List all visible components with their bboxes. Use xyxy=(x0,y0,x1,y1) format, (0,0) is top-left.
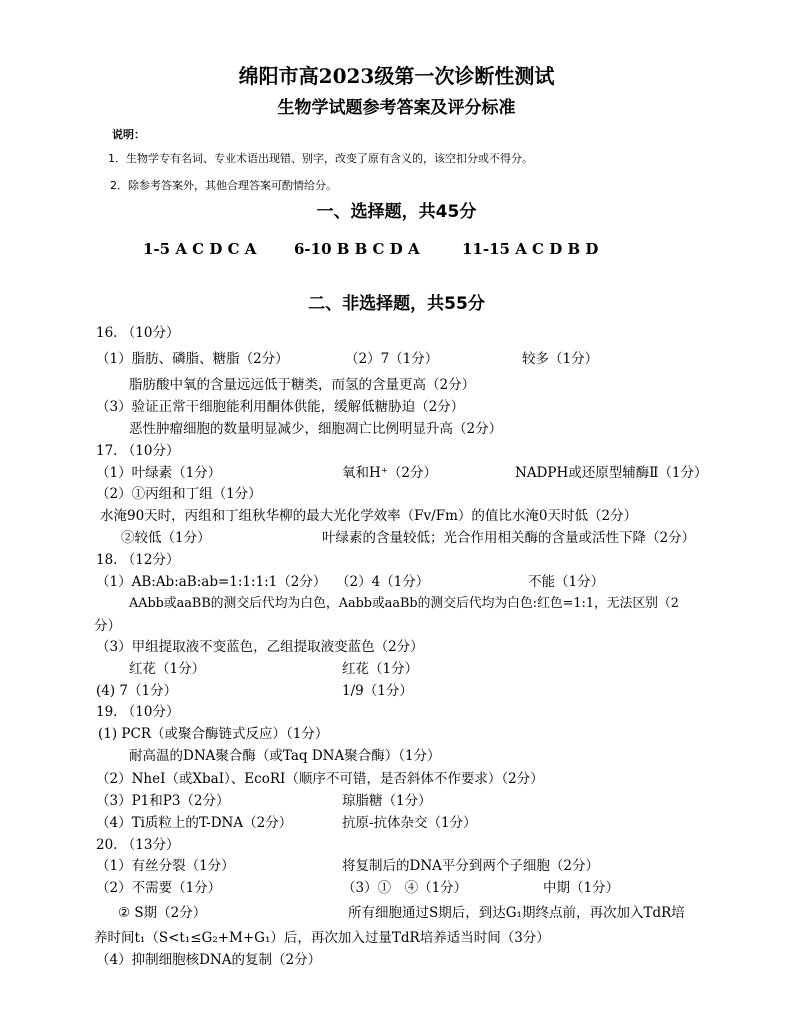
q19-4a: （3）P1和P3（2分） xyxy=(96,793,230,809)
q16-1c: 较多（1分） xyxy=(522,351,599,367)
q17-head: 17. （10分） xyxy=(96,443,180,459)
q17-1c: NADPH或还原型辅酶Ⅱ（1分） xyxy=(515,465,708,481)
page-title: 绵阳市高2023级第一次诊断性测试 xyxy=(238,64,555,88)
q17-4b: 叶绿素的含量较低；光合作用相关酶的含量或活性下降（2分） xyxy=(322,530,696,546)
q17-2: （2）①丙组和丁组（1分） xyxy=(96,486,262,502)
q19-5b: 抗原-抗体杂交（1分） xyxy=(342,815,477,831)
answer-6-10: 6-10 B B C D A xyxy=(294,240,420,258)
q20-1b: 将复制后的DNA平分到两个子细胞（2分） xyxy=(342,858,599,874)
q16-3: （3）验证正常干细胞能利用酮体供能，缓解低糖胁迫（2分） xyxy=(96,399,465,415)
q18-1a: （1）AB:Ab:aB:ab=1:1:1:1（2分） xyxy=(96,574,327,590)
q18-1b: （2）4（1分） xyxy=(336,574,430,590)
q16-1b: （2）7（1分） xyxy=(345,351,439,367)
q19-4b: 琼脂糖（1分） xyxy=(342,793,432,809)
q18-5b: 1/9（1分） xyxy=(342,683,413,699)
q17-1b: 氧和H⁺（2分） xyxy=(342,465,437,481)
section2-title: 二、非选择题，共55分 xyxy=(308,294,485,314)
q19-head: 19. （10分） xyxy=(96,704,180,720)
answer-1-5: 1-5 A C D C A xyxy=(143,240,257,258)
q19-2: 耐高温的DNA聚合酶（或Taq DNA聚合酶）（1分） xyxy=(129,748,441,764)
q18-2: AAbb或aaBB的测交后代均为白色，Aabb或aaBb的测交后代均为白色:红色=1:1，无法区别（2 xyxy=(129,596,679,611)
q19-1: (1) PCR（或聚合酶链式反应）（1分） xyxy=(98,726,329,742)
q18-5a: (4) 7（1分） xyxy=(96,683,178,699)
q20-head: 20. （13分） xyxy=(96,837,180,853)
q19-5a: （4）Ti质粒上的T-DNA（2分） xyxy=(96,815,293,831)
q18-2b: 分） xyxy=(94,618,121,634)
q20-4: 养时间t₁（S<t₁≤G₂+M+G₁）后，再次加入过量TdR培养适当时间（3分） xyxy=(94,930,550,946)
q20-2b: （3）① ④（1分） xyxy=(342,880,468,896)
q18-4a: 红花（1分） xyxy=(129,661,206,677)
notes-heading: 说明： xyxy=(112,128,145,141)
q20-3a: ② S期（2分） xyxy=(118,905,207,921)
q16-head: 16. （10分） xyxy=(96,325,180,341)
note-2: 2．除参考答案外，其他合理答案可酌情给分。 xyxy=(110,179,337,192)
note-1: 1．生物学专有名词、专业术语出现错、别字，改变了原有含义的，该空扣分或不得分。 xyxy=(108,152,533,165)
q20-2a: （2）不需要（1分） xyxy=(96,880,222,896)
q16-2: 脂肪酸中氧的含量远远低于糖类，而氢的含量更高（2分） xyxy=(129,377,476,393)
q17-3: 水淹90天时，丙组和丁组秋华柳的最大光化学效率（Fv/Fm）的值比水淹0天时低（2分） xyxy=(100,508,638,524)
q19-3: （2）NheⅠ（或XbaⅠ）、EcoRⅠ（顺序不可错，是否斜体不作要求）（2分） xyxy=(96,771,544,787)
page-subtitle: 生物学试题参考答案及评分标准 xyxy=(277,98,516,118)
q17-4a: ②较低（1分） xyxy=(121,530,211,546)
q20-5: （4）抑制细胞核DNA的复制（2分） xyxy=(96,952,322,968)
q17-1a: （1）叶绿素（1分） xyxy=(96,465,222,481)
q18-head: 18. （12分） xyxy=(96,552,180,568)
q20-1a: （1）有丝分裂（1分） xyxy=(96,858,235,874)
q20-2c: 中期（1分） xyxy=(543,880,620,896)
section1-title: 一、选择题，共45分 xyxy=(316,202,477,222)
q16-4: 恶性肿瘤细胞的数量明显减少，细胞凋亡比例明显升高（2分） xyxy=(129,421,503,437)
answer-11-15: 11-15 A C D B D xyxy=(462,240,599,258)
q16-1a: （1）脂肪、磷脂、糖脂（2分） xyxy=(96,351,289,367)
q18-3: （3）甲组提取液不变蓝色，乙组提取液变蓝色（2分） xyxy=(96,639,424,655)
q20-3b: 所有细胞通过S期后，到达G₁期终点前，再次加入TdR培 xyxy=(348,905,685,921)
q18-4b: 红花（1分） xyxy=(342,661,419,677)
q18-1c: 不能（1分） xyxy=(528,574,605,590)
